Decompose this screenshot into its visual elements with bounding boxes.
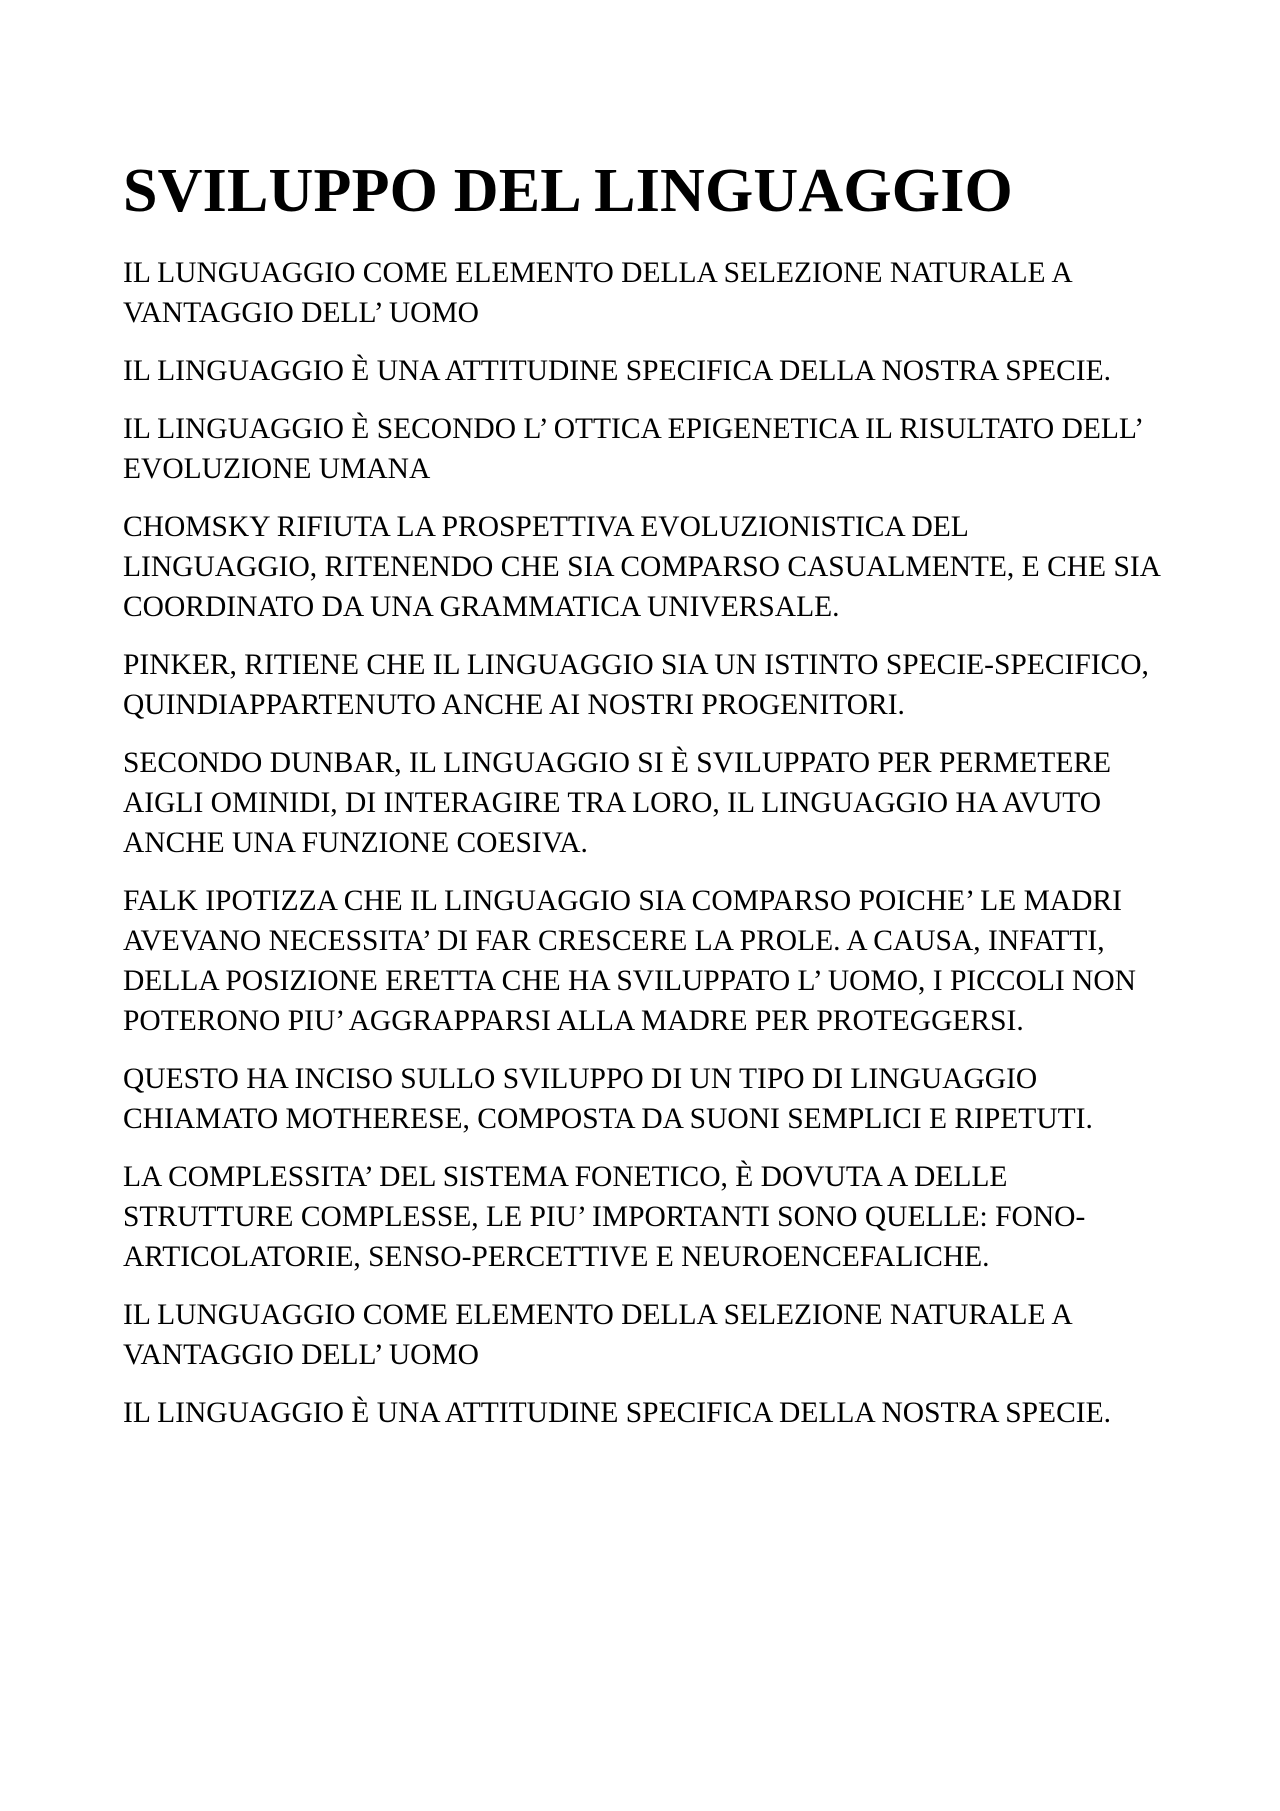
- paragraph-7: FALK IPOTIZZA CHE IL LINGUAGGIO SIA COMPARSO POICHE’ LE MADRI AVEVANO NECESSITA’ DI FAR CRESCERE LA PROLE. A CAUSA, INFATTI, DELLA POSIZIONE ERETTA CHE HA SVILUPPATO L’ UOMO, I PICCOLI NON POTERONO PIU’ AGGRAPPARSI ALLA MADRE PER PROTEGGERSI.: [123, 885, 1136, 1037]
- paragraph-1: IL LUNGUAGGIO COME ELEMENTO DELLA SELEZIONE NATURALE A VANTAGGIO DELL’ UOMO: [123, 257, 1071, 329]
- paragraph-8: QUESTO HA INCISO SULLO SVILUPPO DI UN TIPO DI LINGUAGGIO CHIAMATO MOTHERESE, COMPOSTA DA SUONI SEMPLICI E RIPETUTI.: [123, 1063, 1093, 1135]
- document-title: SVILUPPO DEL LINGUAGGIO: [123, 157, 1013, 225]
- paragraph-6: SECONDO DUNBAR, IL LINGUAGGIO SI È SVILUPPATO PER PERMETERE AIGLI OMINIDI, DI INTERAGIRE TRA LORO, IL LINGUAGGIO HA AVUTO ANCHE UNA FUNZIONE COESIVA.: [123, 747, 1112, 859]
- paragraph-2: IL LINGUAGGIO È UNA ATTITUDINE SPECIFICA DELLA NOSTRA SPECIE.: [123, 355, 1111, 387]
- paragraph-4: CHOMSKY RIFIUTA LA PROSPETTIVA EVOLUZIONISTICA DEL LINGUAGGIO, RITENENDO CHE SIA COMPARSO CASUALMENTE, E CHE SIA COORDINATO DA UNA GRAMMATICA UNIVERSALE.: [123, 511, 1160, 623]
- paragraph-5: PINKER, RITIENE CHE IL LINGUAGGIO SIA UN ISTINTO SPECIE-SPECIFICO, QUINDIAPPARTENUTO ANCHE AI NOSTRI PROGENITORI.: [123, 649, 1149, 721]
- paragraph-9: LA COMPLESSITA’ DEL SISTEMA FONETICO, È DOVUTA A DELLE STRUTTURE COMPLESSE, LE PIU’ IMPORTANTI SONO QUELLE: FONO-ARTICOLATORIE, SENSO-PERCETTIVE E NEUROENCEFALICHE.: [123, 1161, 1086, 1273]
- paragraph-3: IL LINGUAGGIO È SECONDO L’ OTTICA EPIGENETICA IL RISULTATO DELL’ EVOLUZIONE UMANA: [123, 413, 1142, 485]
- document-page: [123, 155, 1163, 1451]
- paragraph-10: IL LUNGUAGGIO COME ELEMENTO DELLA SELEZIONE NATURALE A VANTAGGIO DELL’ UOMO: [123, 1299, 1071, 1371]
- paragraph-11: IL LINGUAGGIO È UNA ATTITUDINE SPECIFICA DELLA NOSTRA SPECIE.: [123, 1397, 1111, 1429]
